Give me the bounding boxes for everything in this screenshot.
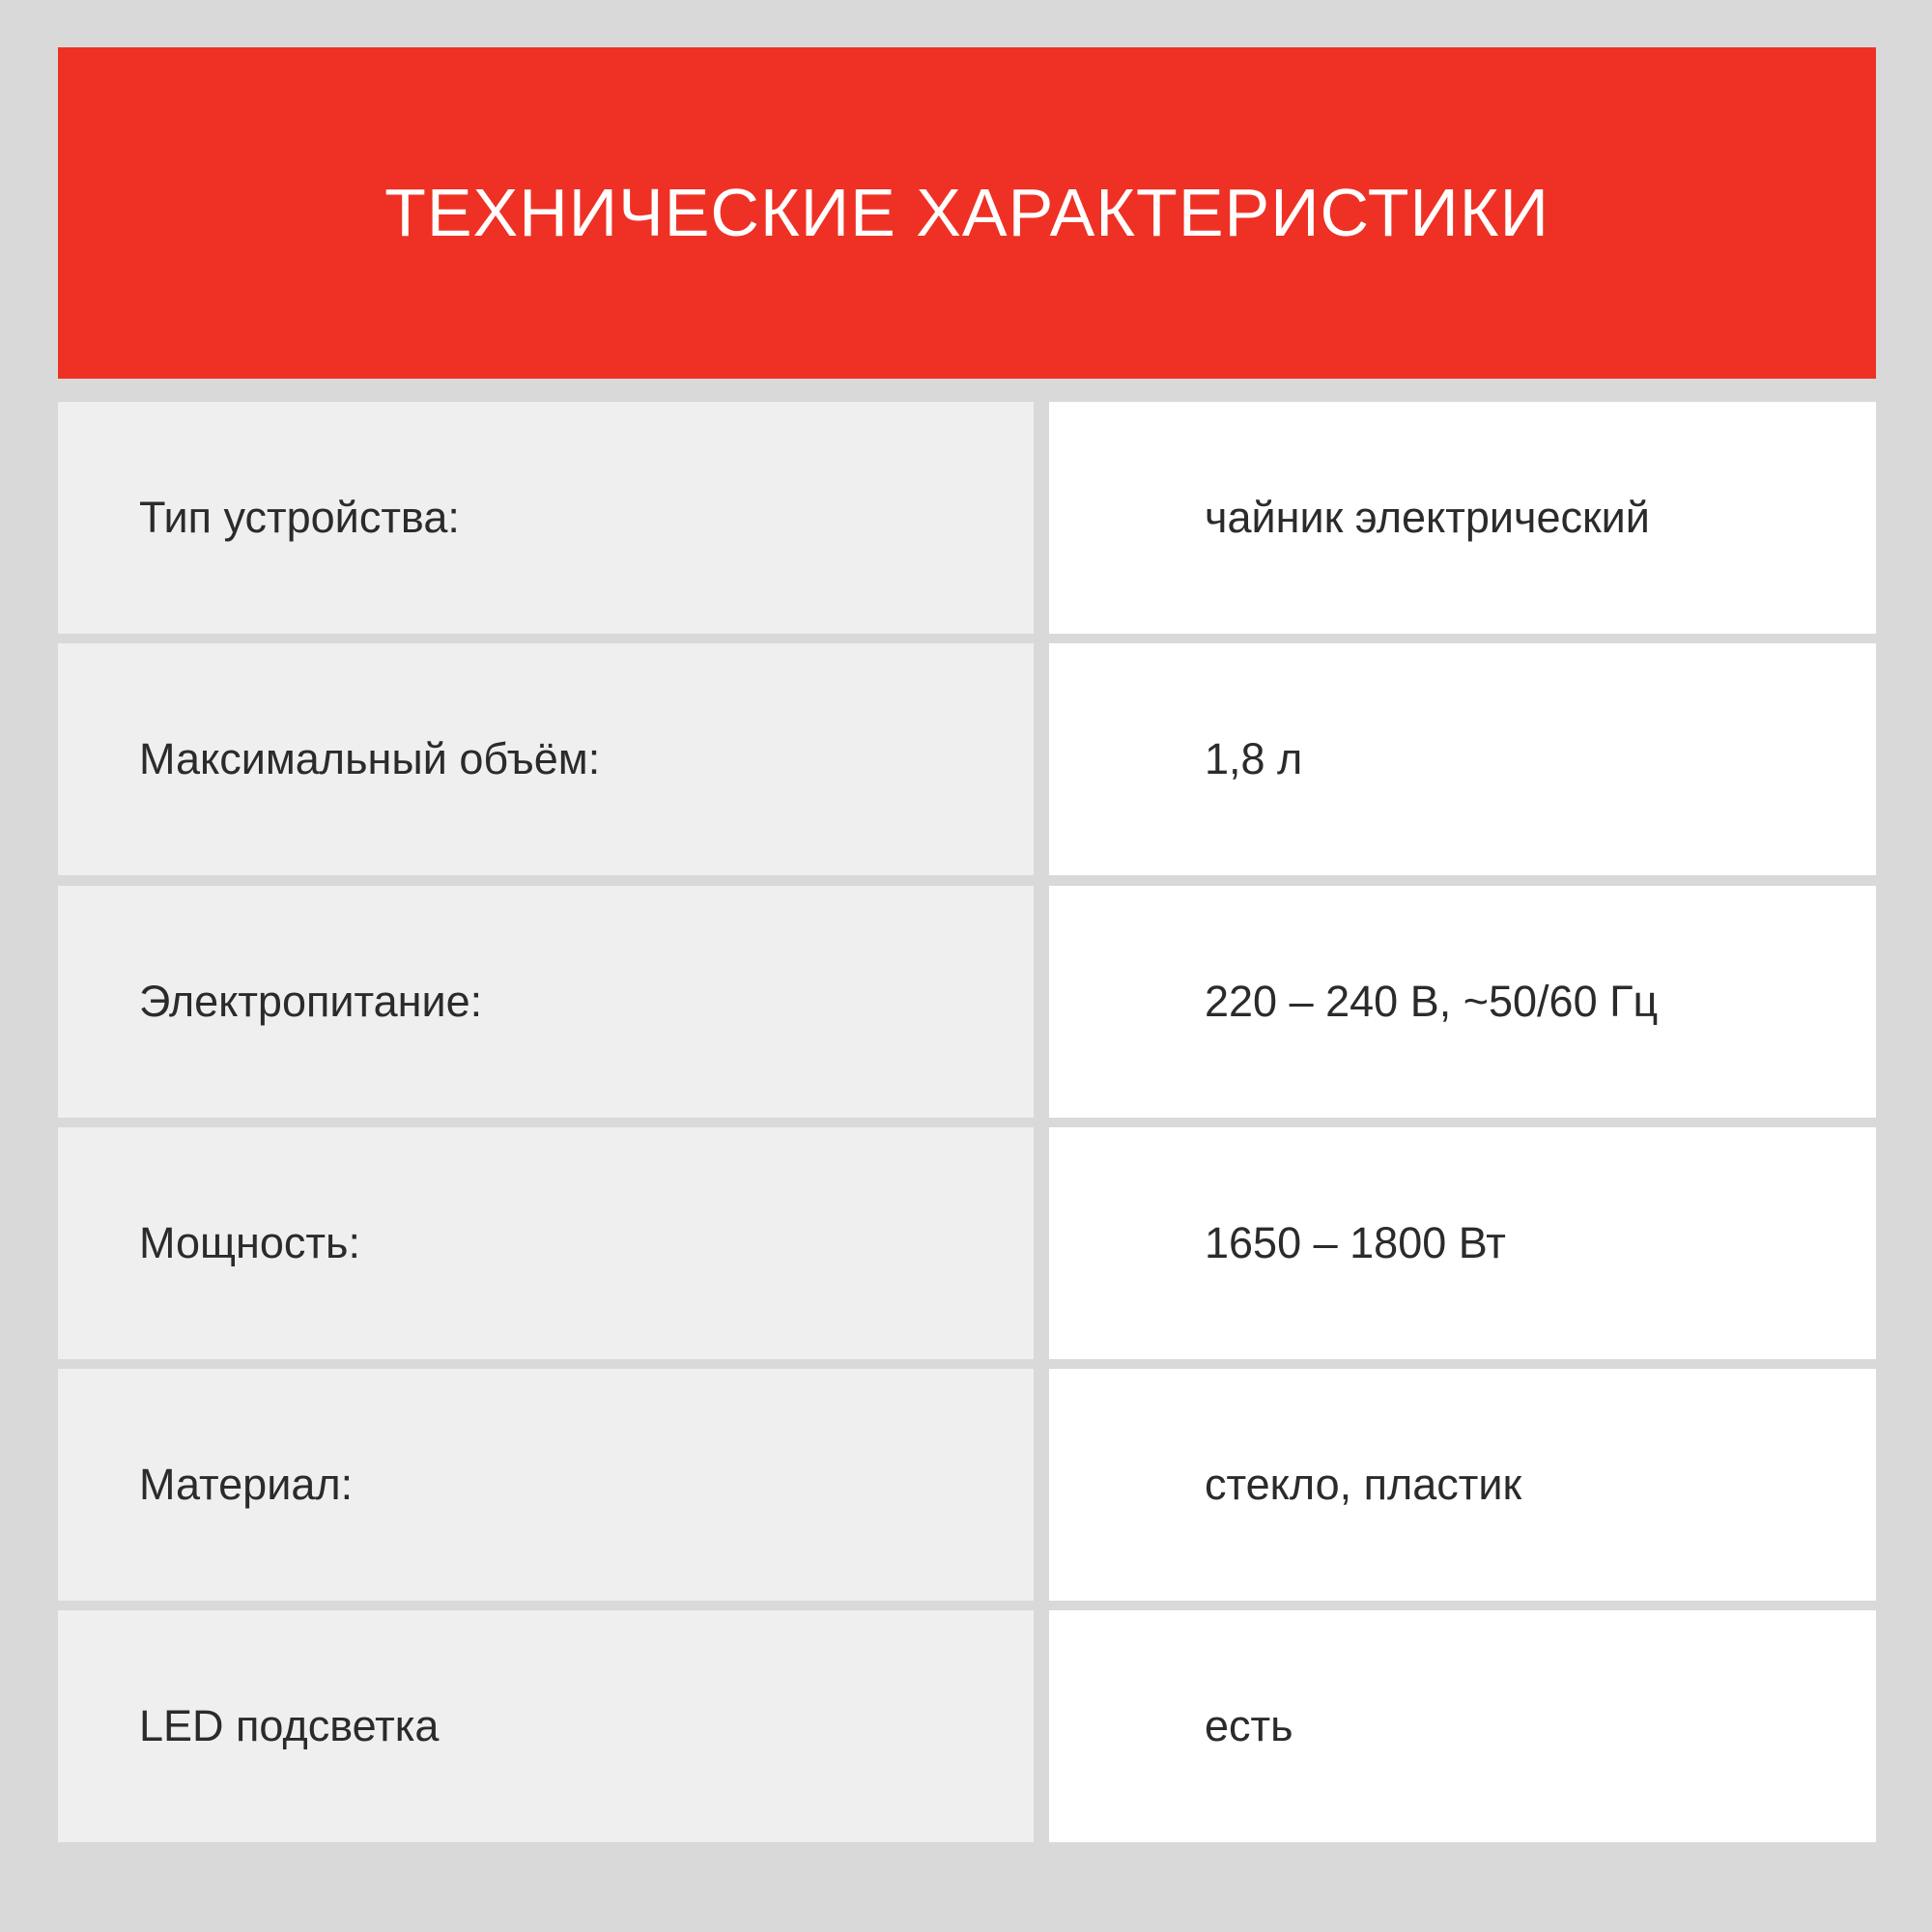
- spec-label-cell: [58, 402, 1034, 634]
- spec-row-power-supply: [58, 886, 1876, 1118]
- spec-label: Мощность:: [139, 1218, 360, 1267]
- spec-row-material: [58, 1369, 1876, 1601]
- spec-value-cell: [1049, 1127, 1876, 1359]
- spec-value: 1650 – 1800 Вт: [1205, 1218, 1506, 1267]
- spec-value: 1,8 л: [1205, 734, 1303, 783]
- spec-label-cell: [58, 1369, 1034, 1601]
- spec-row-device-type: [58, 402, 1876, 634]
- spec-label: Максимальный объём:: [139, 734, 601, 783]
- spec-row-led-backlight: [58, 1610, 1876, 1842]
- spec-value: 220 – 240 В, ~50/60 Гц: [1205, 977, 1659, 1026]
- spec-row-max-volume: [58, 643, 1876, 875]
- spec-label-cell: [58, 643, 1034, 875]
- spec-label: Тип устройства:: [139, 493, 460, 542]
- page-title: ТЕХНИЧЕСКИЕ ХАРАКТЕРИСТИКИ: [384, 174, 1549, 250]
- spec-label-cell: [58, 1610, 1034, 1842]
- spec-value: чайник электрический: [1205, 493, 1650, 542]
- spec-value-cell: [1049, 643, 1876, 875]
- spec-label: LED подсветка: [139, 1701, 440, 1750]
- spec-row-power: [58, 1127, 1876, 1359]
- specs-header: [58, 47, 1876, 379]
- spec-label: Электропитание:: [139, 977, 483, 1026]
- spec-label-cell: [58, 886, 1034, 1118]
- spec-label: Материал:: [139, 1460, 354, 1509]
- spec-value: стекло, пластик: [1205, 1460, 1522, 1509]
- spec-value-cell: [1049, 886, 1876, 1118]
- spec-value-cell: [1049, 1369, 1876, 1601]
- spec-value-cell: [1049, 402, 1876, 634]
- spec-value: есть: [1205, 1701, 1293, 1750]
- spec-value-cell: [1049, 1610, 1876, 1842]
- spec-label-cell: [58, 1127, 1034, 1359]
